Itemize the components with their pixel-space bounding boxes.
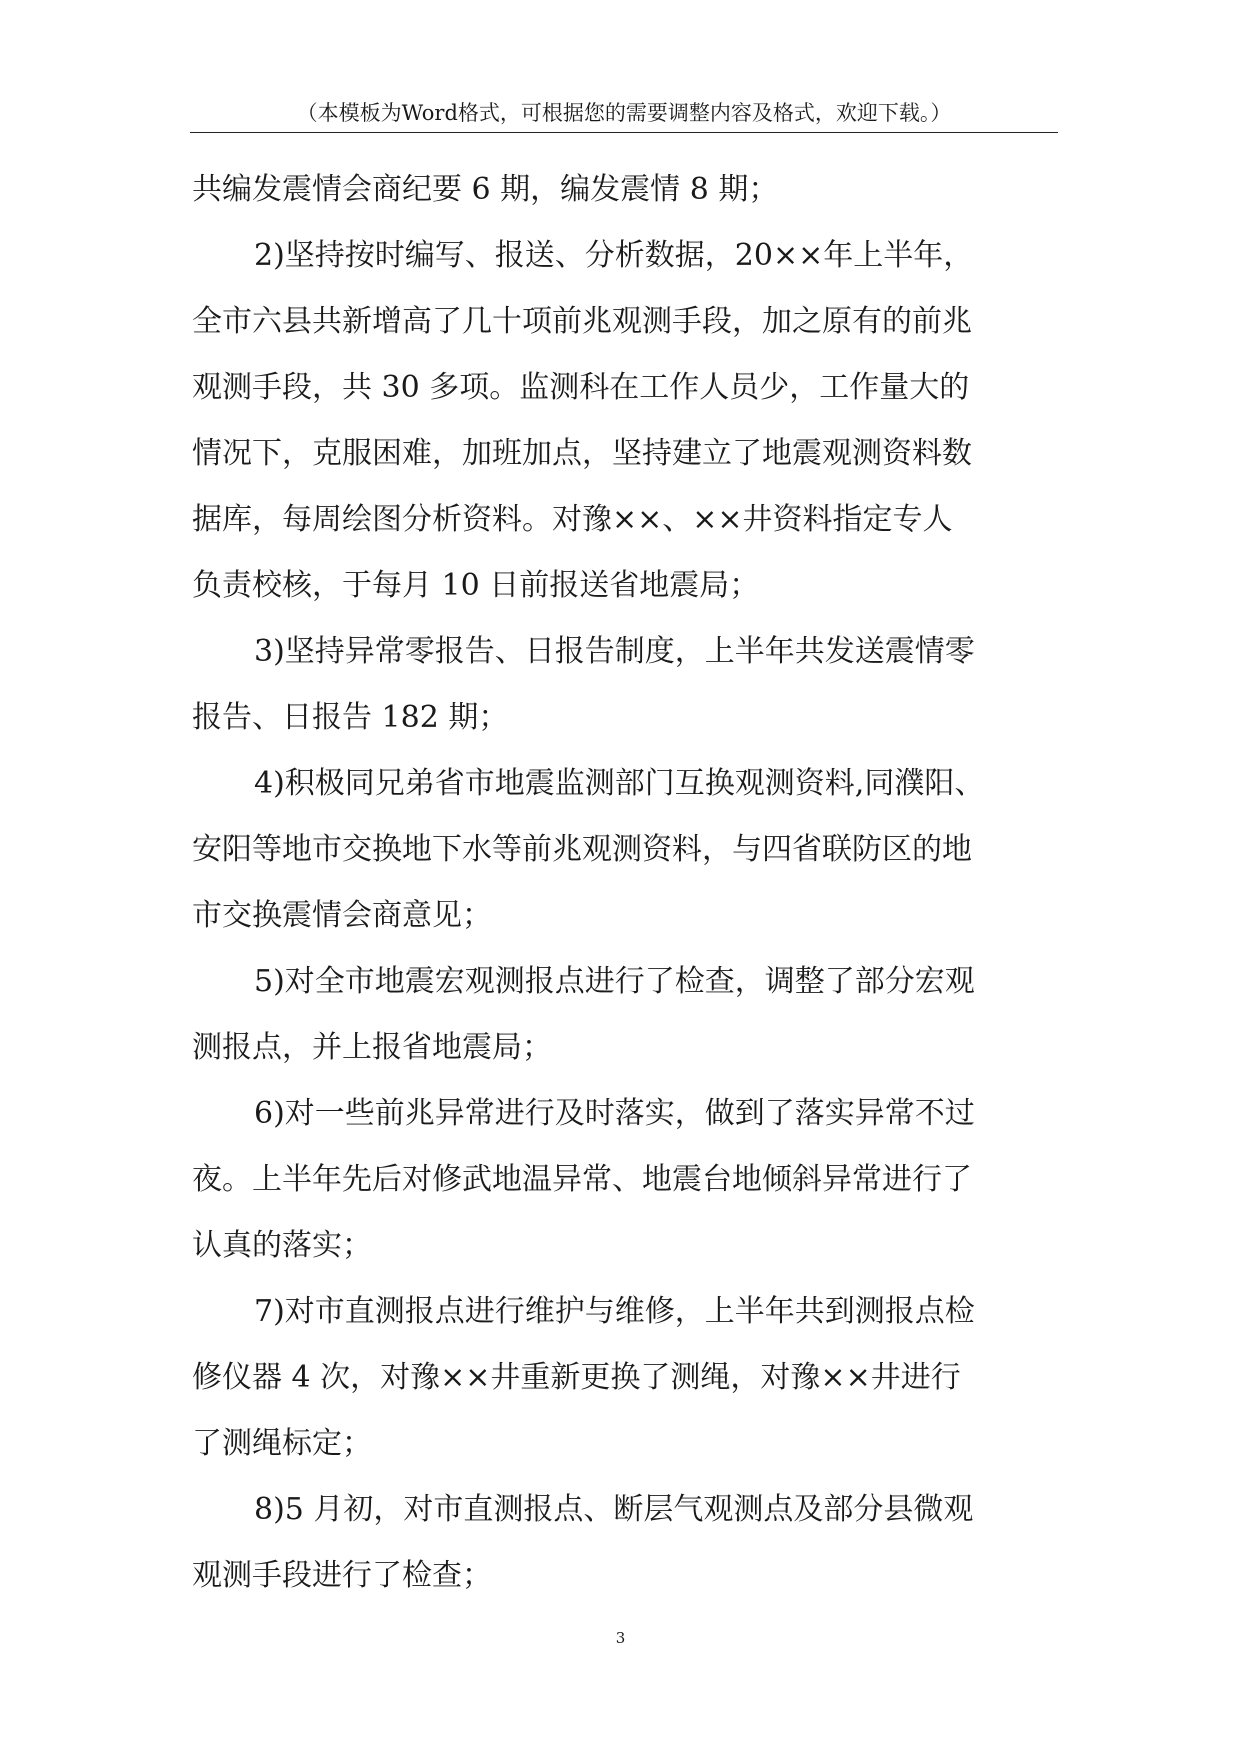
text-line: 观测手段进行了检查； xyxy=(192,1558,492,1593)
text-line: 5)对全市地震宏观测报点进行了检查，调整了部分宏观 xyxy=(254,964,975,999)
text-line: 负责校核，于每月 10 日前报送省地震局； xyxy=(192,568,760,603)
header-divider xyxy=(190,132,1058,133)
text-line: 4)积极同兄弟省市地震监测部门互换观测资料,同濮阳、 xyxy=(254,766,985,801)
text-line: 7)对市直测报点进行维护与维修，上半年共到测报点检 xyxy=(254,1294,975,1329)
text-line: 修仪器 4 次，对豫××井重新更换了测绳，对豫××井进行 xyxy=(192,1360,961,1395)
header-note: （本模板为Word格式，可根据您的需要调整内容及格式，欢迎下载。） xyxy=(296,101,952,125)
text-line: 安阳等地市交换地下水等前兆观测资料，与四省联防区的地 xyxy=(192,832,972,867)
text-line: 市交换震情会商意见； xyxy=(192,898,492,933)
text-line: 报告、日报告 182 期； xyxy=(192,700,509,735)
text-line: 共编发震情会商纪要 6 期，编发震情 8 期； xyxy=(192,172,779,207)
text-line: 了测绳标定； xyxy=(192,1426,372,1461)
text-line: 据库，每周绘图分析资料。对豫××、××井资料指定专人 xyxy=(192,502,953,537)
page-number: 3 xyxy=(615,1629,626,1647)
text-line: 8)5 月初，对市直测报点、断层气观测点及部分县微观 xyxy=(254,1492,974,1527)
text-line: 情况下，克服困难，加班加点，坚持建立了地震观测资料数 xyxy=(192,436,972,471)
text-line: 认真的落实； xyxy=(192,1228,372,1263)
body-text xyxy=(192,157,1060,1609)
text-line: 3)坚持异常零报告、日报告制度，上半年共发送震情零 xyxy=(254,634,975,669)
text-line: 夜。上半年先后对修武地温异常、地震台地倾斜异常进行了 xyxy=(192,1162,972,1197)
text-line: 全市六县共新增高了几十项前兆观测手段，加之原有的前兆 xyxy=(192,304,972,339)
text-line: 6)对一些前兆异常进行及时落实，做到了落实异常不过 xyxy=(254,1096,975,1131)
text-line: 测报点，并上报省地震局； xyxy=(192,1030,552,1065)
text-line: 2)坚持按时编写、报送、分析数据，20××年上半年， xyxy=(254,238,974,273)
text-line: 观测手段，共 30 多项。监测科在工作人员少，工作量大的 xyxy=(192,370,970,405)
